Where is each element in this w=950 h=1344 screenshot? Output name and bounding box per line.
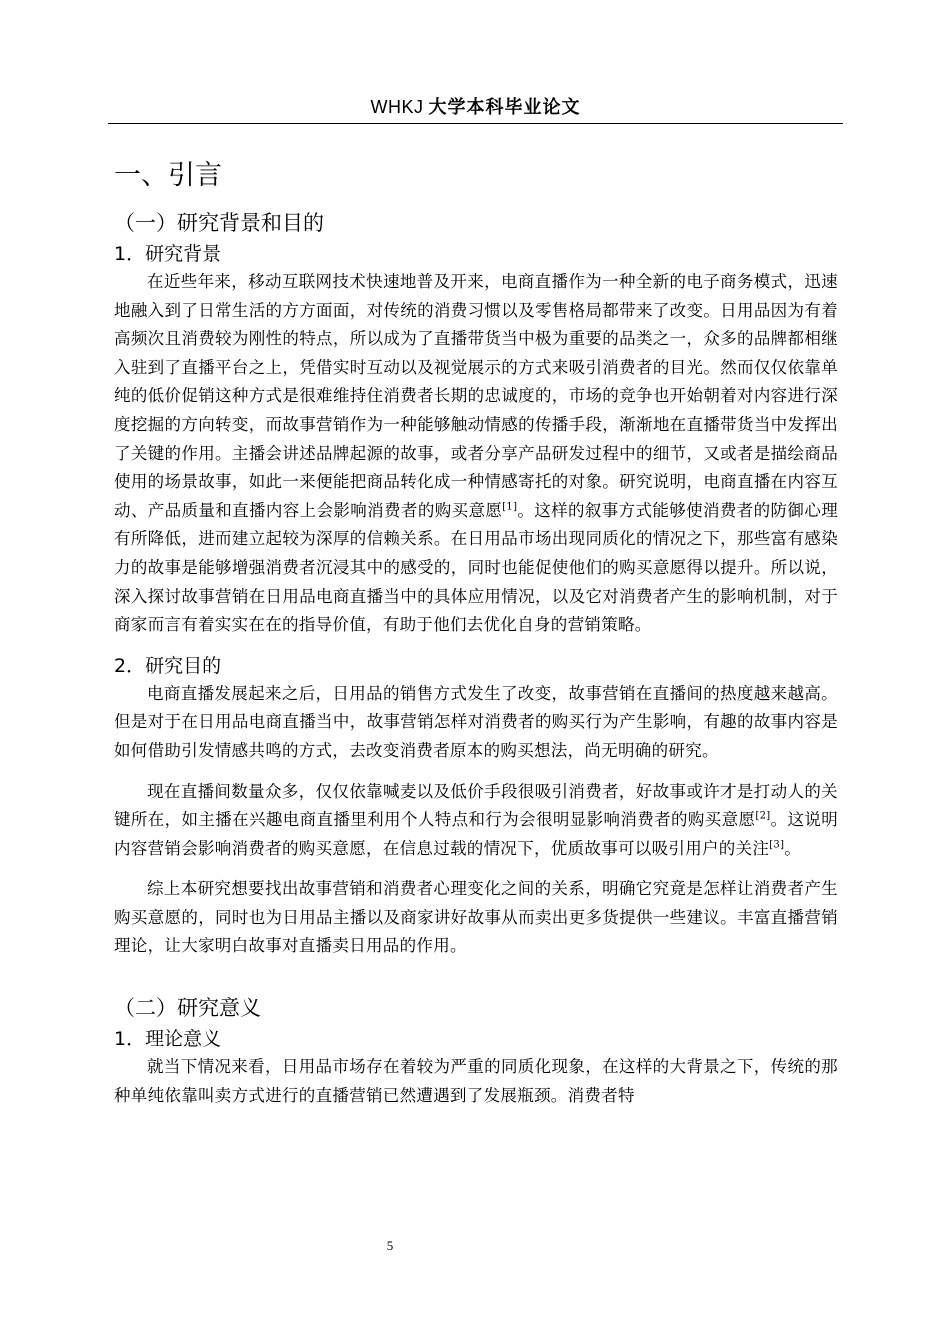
citation-3: [3] [769, 839, 785, 851]
citation-1: [1] [502, 501, 518, 513]
item-heading-research-background: 1．研究背景 [114, 243, 222, 265]
paragraph-theoretical-significance: 就当下情况来看，日用品市场存在着较为严重的同质化现象，在这样的大背景之下，传统的那种单纯依靠叫卖方式进行的直播营销已然遭遇到了发展瓶颈。消费者特 [114, 1057, 838, 1105]
section-heading-introduction: 一、引言 [114, 160, 222, 191]
paragraph-purpose-1: 电商直播发展起来之后，日用品的销售方式发生了改变，故事营销在直播间的热度越来越高。但是对于在日用品电商直播当中，故事营销怎样对消费者的购买行为产生影响，有趣的故事内容是如何借助引发情感共鸣的方式，去改变消费者原本的购买想法，尚无明确的研究。 [114, 683, 838, 760]
citation-2: [2] [755, 810, 771, 822]
paragraph-purpose-2: 现在直播间数量众多，仅仅依靠喊麦以及低价手段很吸引消费者，好故事或许才是打动人的关键所在，如主播在兴趣电商直播里利用个人特点和行为会很明显影响消费者的购买意愿[2]。这说明内容营销会影响消费者的购买意愿，在信息过载的情况下，优质故事可以吸引用户的关注[3]。 [114, 781, 839, 858]
paragraph-research-background: 在近些年来，移动互联网技术快速地普及开来，电商直播作为一种全新的电子商务模式，迅速地融入到了日常生活的方方面面，对传统的消费习惯以及零售格局都带来了改变。日用品因为有着高频次且消费较为刚性的特点，所以成为了直播带货当中极为重要的品类之一，众多的品牌都相继入驻到了直播平台之上，凭借实时互动以及视觉展示的方式来吸引消费者的目光。然而仅仅依靠单纯的低价促销这种方式是很难维持住消费者长期的忠诚度的，市场的竞争也开始朝着对内容进行深度挖掘的方向转变，而故事营销作为一种能够触动情感的传播手段，渐渐地在直播带货当中发挥出了关键的作用。主播会讲述品牌起源的故事，或者分享产品研发过程中的细节，又或者是描绘商品使用的场景故事，如此一来便能把商品转化成一种情感寄托的对象。研究说明，电商直播在内容互动、产品质量和直播内容上会影响消费者的购买意愿[1]。这样的叙事方式能够使消费者的防御心理有所降低，进而建立起较为深厚的信赖关系。在日用品市场出现同质化的情况之下，那些富有感染力的故事是能够增强消费者沉浸其中的感受的，同时也能促使他们的购买意愿得以提升。所以说，深入探讨故事营销在日用品电商直播当中的具体应用情况，以及它对消费者产生的影响机制，对于商家而言有着实实在在的指导价值，有助于他们去优化自身的营销策略。 [114, 272, 838, 635]
page-number: 5 [386, 1238, 394, 1253]
header-title-cjk: 大学本科毕业论文 [428, 97, 581, 118]
running-header [108, 93, 843, 124]
subsection-heading-background-purpose: （一）研究背景和目的 [114, 211, 324, 235]
item-heading-research-purpose: 2．研究目的 [114, 654, 222, 677]
paragraph-purpose-3: 综上本研究想要找出故事营销和消费者心理变化之间的关系，明确它究竟是怎样让消费者产生购买意愿的，同时也为日用品主播以及商家讲好故事从而卖出更多货提供一些建议。丰富直播营销理论，让大家明白故事对直播卖日用品的作用。 [114, 879, 838, 956]
page-body [114, 152, 838, 1110]
header-title-latin: WHKJ [370, 97, 424, 117]
item-heading-theoretical-significance: 1．理论意义 [114, 1028, 222, 1051]
subsection-heading-significance: （二）研究意义 [114, 996, 261, 1021]
